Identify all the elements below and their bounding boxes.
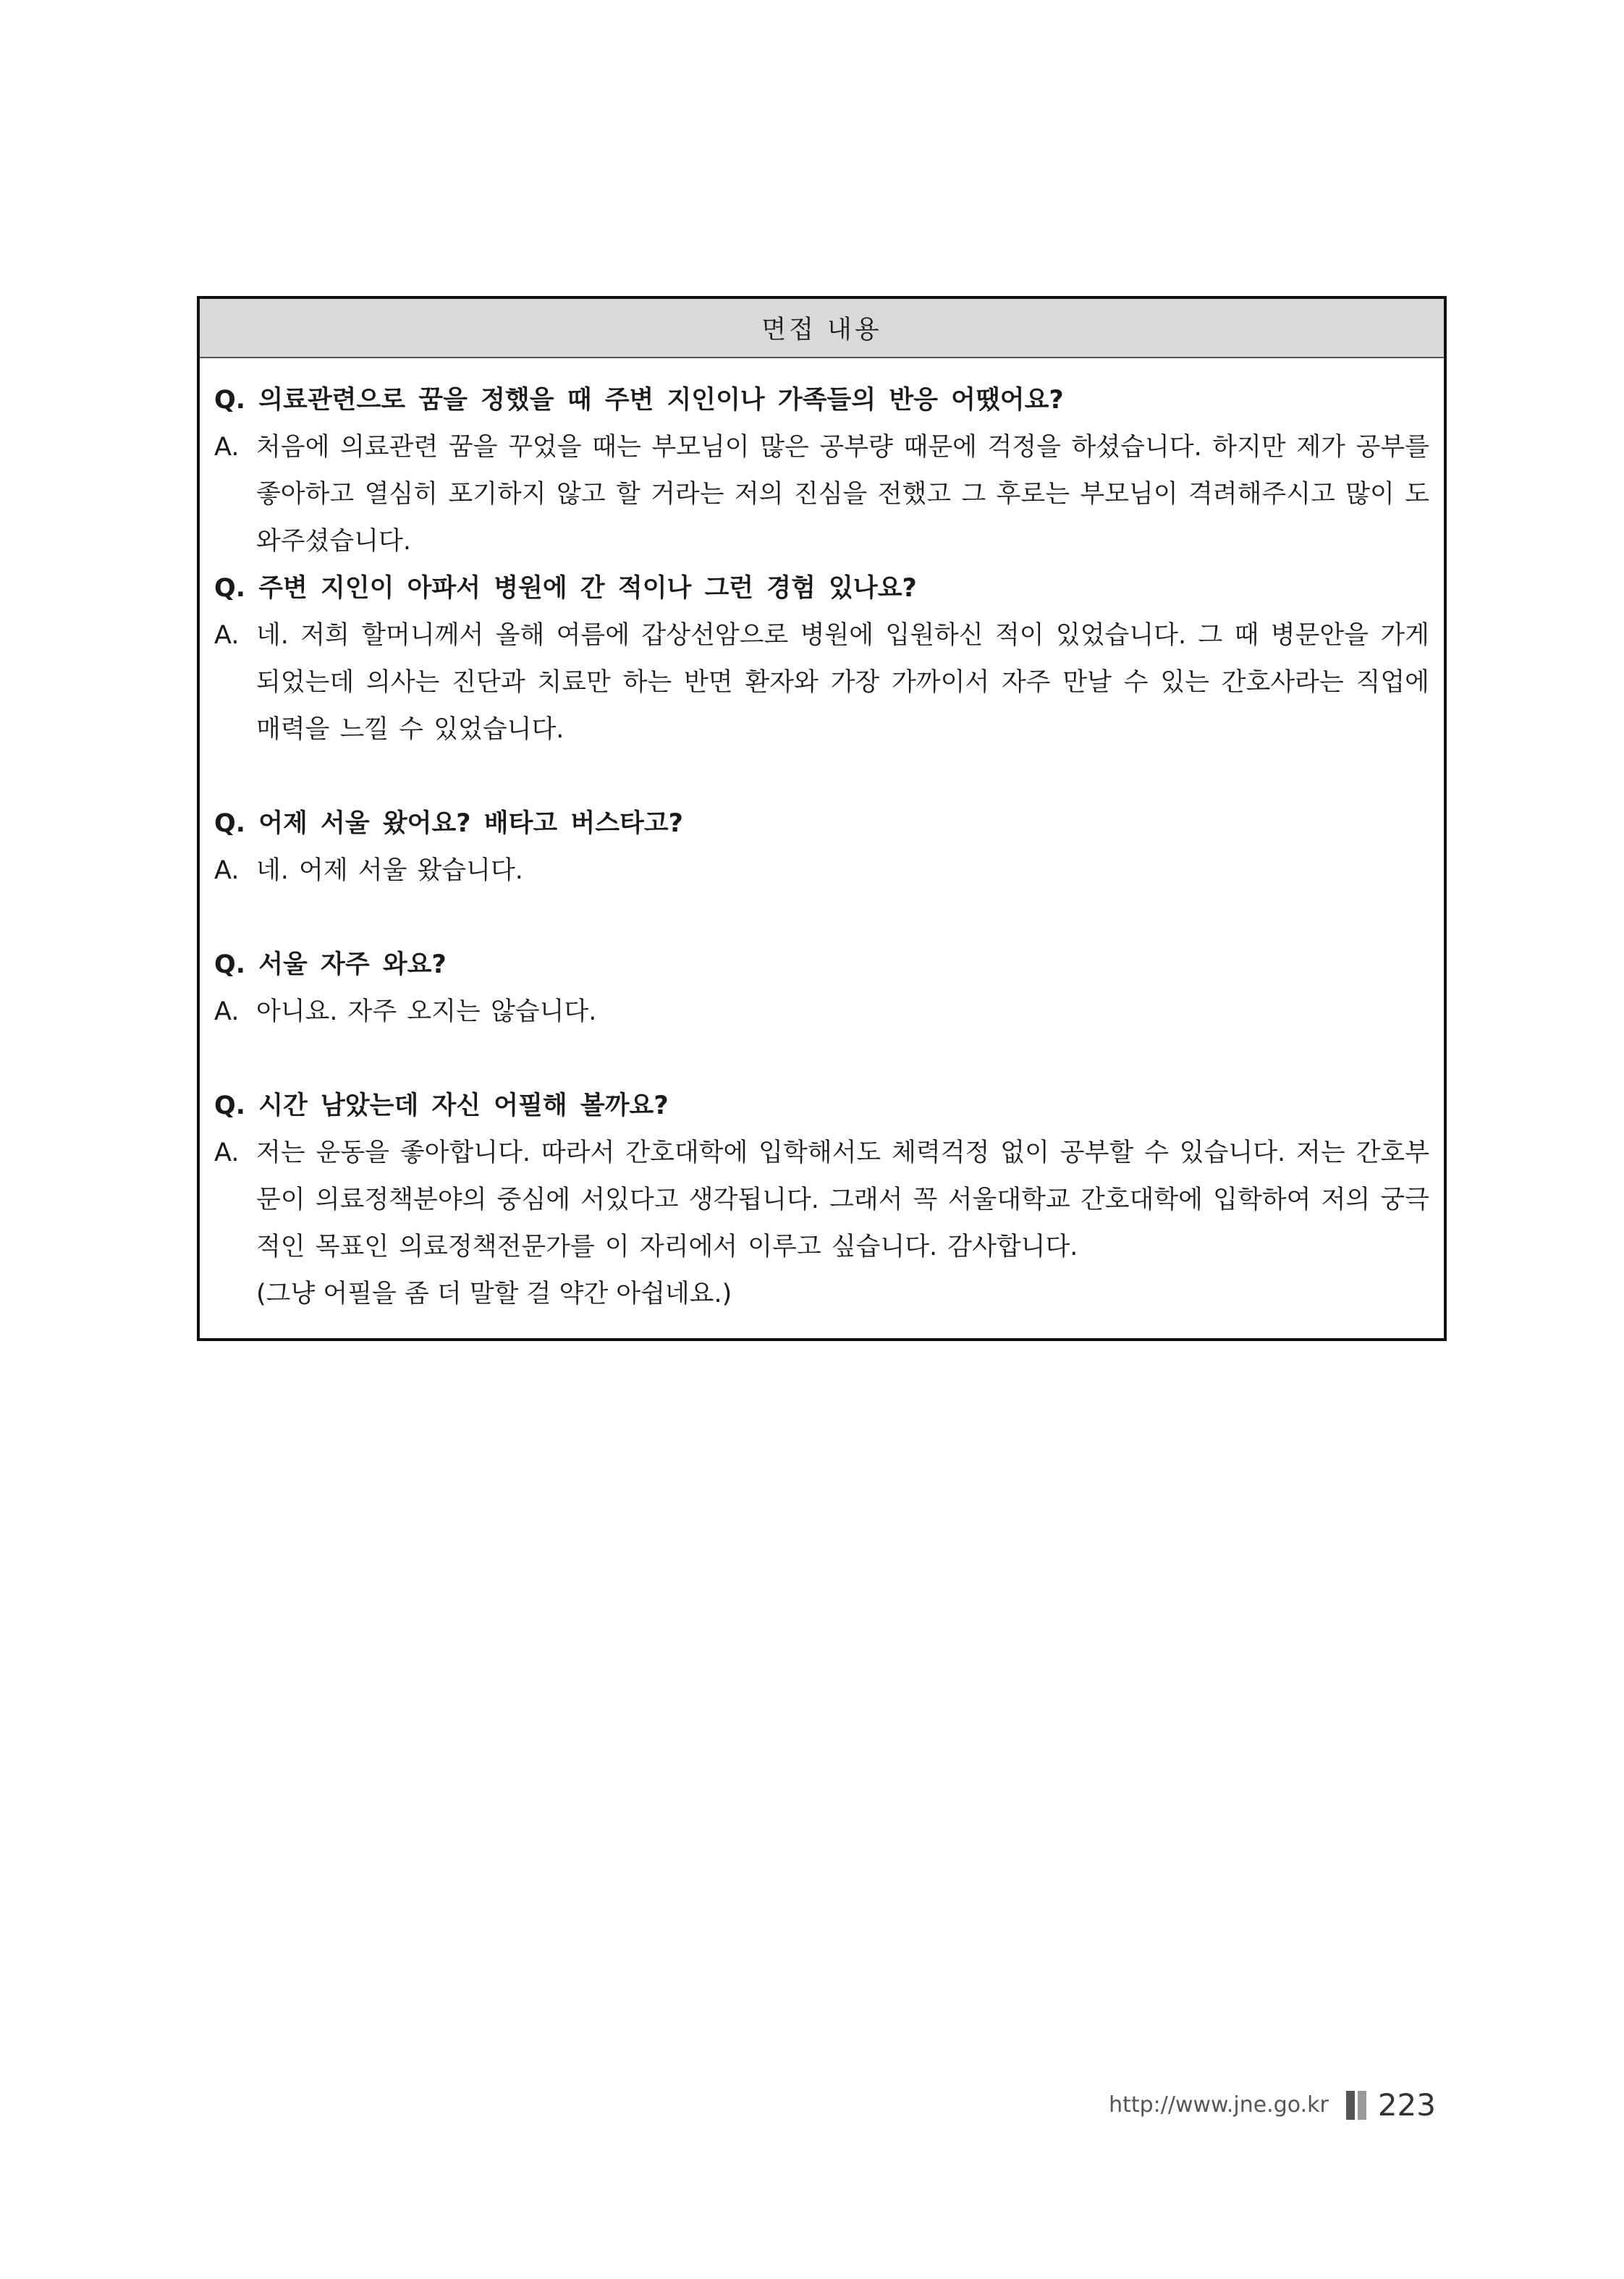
answer-text: 아니요. 자주 오지는 않습니다. bbox=[256, 997, 597, 1026]
qa-item bbox=[214, 942, 1429, 1036]
page-marker-bars-icon bbox=[1346, 2091, 1369, 2120]
qa-item bbox=[214, 800, 1429, 895]
question: Q. 의료관련으로 꿈을 정했을 때 주변 지인이나 가족들의 반응 어땠어요? bbox=[214, 386, 1064, 415]
answer-text: 처음에 의료관련 꿈을 꾸었을 때는 부모님이 많은 공부량 때문에 걱정을 하셨습니다. 하지만 제가 공부를 좋아하고 열심히 포기하지 않고 할 거라는 저의 진심을 전했고 그 후로는 부모님이 격려해주시고 많이 도와주셨습니다. bbox=[256, 433, 1429, 556]
box-body bbox=[200, 358, 1444, 1338]
answer-label: A. bbox=[214, 997, 240, 1026]
question: Q. 시간 남았는데 자신 어필해 볼까요? bbox=[214, 1091, 669, 1120]
qa-item bbox=[214, 1083, 1429, 1318]
spacer bbox=[214, 1036, 1429, 1083]
question: Q. 주변 지인이 아파서 병원에 간 적이나 그런 경험 있나요? bbox=[214, 574, 917, 603]
page-footer bbox=[1109, 2087, 1436, 2123]
answer-text: 네. 어제 서울 왔습니다. bbox=[256, 856, 523, 885]
answer-label: A. bbox=[214, 856, 240, 885]
qa-item bbox=[214, 565, 1429, 753]
spacer bbox=[214, 895, 1429, 942]
answer-note: (그냥 어필을 좀 더 말할 걸 약간 아쉽네요.) bbox=[256, 1280, 732, 1308]
qa-item bbox=[214, 377, 1429, 565]
interview-content-box bbox=[197, 296, 1447, 1341]
page-number: 223 bbox=[1377, 2087, 1436, 2123]
answer-label: A. bbox=[214, 433, 240, 462]
question: Q. 어제 서울 왔어요? 배타고 버스타고? bbox=[214, 809, 683, 838]
answer bbox=[214, 1130, 1429, 1271]
answer-text: 저는 운동을 좋아합니다. 따라서 간호대학에 입학해서도 체력걱정 없이 공부할 수 있습니다. 저는 간호부문이 의료정책분야의 중심에 서있다고 생각됩니다. 그래서 꼭 서울대학교 간호대학에 입학하여 저의 궁극적인 목표인 의료정책전문가를 이 자리에서 이루고 싶습니다. 감사합니다. bbox=[256, 1138, 1429, 1261]
spacer bbox=[214, 753, 1429, 800]
question: Q. 서울 자주 와요? bbox=[214, 950, 447, 979]
box-title: 면접 내용 bbox=[200, 299, 1444, 358]
answer bbox=[214, 847, 1429, 895]
answer-text: 네. 저희 할머니께서 올해 여름에 갑상선암으로 병원에 입원하신 적이 있었습니다. 그 때 병문안을 가게 되었는데 의사는 진단과 치료만 하는 반면 환자와 가장 가까이서 자주 만날 수 있는 간호사라는 직업에 매력을 느낄 수 있었습니다. bbox=[256, 621, 1429, 744]
footer-url: http://www.jne.go.kr bbox=[1109, 2092, 1329, 2118]
answer bbox=[214, 424, 1429, 565]
answer-label: A. bbox=[214, 1138, 240, 1167]
answer bbox=[214, 989, 1429, 1036]
answer-label: A. bbox=[214, 621, 240, 650]
answer bbox=[214, 612, 1429, 753]
